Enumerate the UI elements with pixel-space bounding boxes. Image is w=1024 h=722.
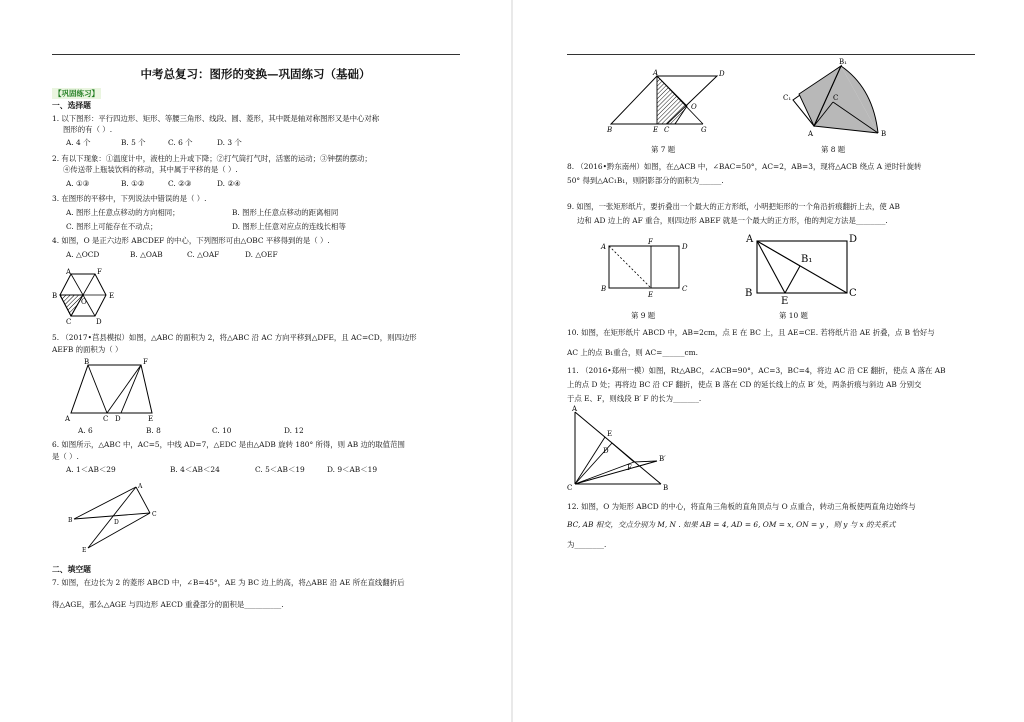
q5-label-f: F: [143, 358, 148, 366]
fig9-label-b: B: [601, 285, 607, 293]
header-rule: [52, 54, 460, 55]
hex-label-c: C: [66, 318, 72, 326]
caption-q10: 第 10 题: [779, 311, 808, 320]
hex-label-e: E: [109, 292, 115, 300]
fig9-label-f: F: [648, 238, 653, 246]
fig7-label-e: E: [653, 126, 659, 134]
q1-option-a: A. 4 个: [66, 138, 91, 147]
fig9-label-c: C: [682, 285, 688, 293]
q4-option-c: C. △OAF: [187, 250, 220, 259]
q11-text-cont: 上的点 D 处；再将边 BC 沿 CF 翻折，使点 B 落在 CD 的延长线上的点 B′ 处，两条折痕与斜边 AB 分别交: [567, 380, 922, 389]
fig9-rectangle: [599, 236, 693, 298]
fig11-label-d: D: [603, 447, 609, 455]
hex-label-a: A: [66, 268, 72, 276]
q2-option-c: C. ②③: [168, 179, 192, 188]
q10-text-cont: AC 上的点 B₁重合，则 AC=______cm.: [567, 348, 699, 357]
q5-text: 5. （2017•莒县模拟）如图，△ABC 的面积为 2，将△ABC 沿 AC 方向平移到△DFE，且 AC=CD，则四边形: [52, 333, 417, 342]
fig11-triangle: [565, 404, 675, 492]
q6-label-a: A: [138, 483, 143, 490]
right-page: [513, 0, 1024, 722]
q6-option-a: A. 1＜AB＜29: [66, 465, 116, 474]
fig9-label-e: E: [648, 291, 654, 299]
q5-label-c: C: [103, 415, 109, 423]
fig10-label-b: B: [745, 288, 753, 299]
header-rule: [567, 54, 975, 55]
q2-text: 2. 有以下现象：①温度计中，液柱的上升或下降；②打气筒打气时，活塞的运动；③钟摆的摆动；: [52, 154, 372, 163]
q5-option-c: C. 10: [212, 426, 232, 435]
q3-text: 3. 在图形的平移中，下列说法中错误的是（ ）.: [52, 194, 207, 203]
hex-label-b: B: [52, 292, 58, 300]
q5-option-b: B. 8: [146, 426, 161, 435]
q6-label-d: D: [114, 519, 119, 526]
caption-q9: 第 9 题: [631, 311, 656, 320]
q6-text-cont: 是（ ）.: [52, 452, 79, 461]
q11-text-cont2: 于点 E、F，则线段 B′ F 的长为_______.: [567, 394, 702, 403]
q6-label-b: B: [68, 517, 73, 524]
q7-text: 7. 如图，在边长为 2 的菱形 ABCD 中，∠B=45°，AE 为 BC 边上的高，将△ABE 沿 AE 所在直线翻折后: [52, 578, 405, 587]
q6-option-b: B. 4＜AB＜24: [170, 465, 220, 474]
fig7-label-o: O: [691, 103, 697, 111]
caption-q8: 第 8 题: [821, 145, 846, 154]
q5-label-a: A: [65, 415, 71, 423]
fig9-label-a: A: [601, 243, 607, 251]
hex-label-o: O: [81, 298, 87, 306]
fig7-label-c: C: [664, 126, 670, 134]
q2-option-a: A. ①③: [66, 179, 90, 188]
q1-option-c: C. 6 个: [168, 138, 193, 147]
q3-option-d: D. 图形上任意对应点的连线长相等: [232, 222, 346, 231]
q6-figure: [68, 480, 158, 556]
q5-figure: [64, 356, 164, 422]
q7-text-cont: 得△AGE，那么△AGE 与四边形 AECD 重叠部分的面积是__________.: [52, 600, 284, 609]
fig10-rectangle: [741, 232, 871, 306]
fig10-label-b1: B₁: [801, 254, 813, 265]
q6-text: 6. 如图所示，△ABC 中，AC=5，中线 AD=7，△EDC 是由△ADB 旋转 180° 所得，则 AB 边的取值范围: [52, 440, 405, 449]
q9-text: 9. 如图，一张矩形纸片，要折叠出一个最大的正方形纸，小明把矩形的一个角沿折痕翻折上去，使 AB: [567, 202, 900, 211]
hex-label-f: F: [97, 268, 102, 276]
fig11-label-bprime: B′: [659, 455, 666, 463]
fig7-label-a: A: [653, 69, 659, 77]
fig11-label-c: C: [567, 484, 573, 492]
q5-text-cont: AEFB 的面积为（ ）: [52, 345, 123, 354]
q8-text: 8. （2016•黔东南州）如图，在△ACB 中，∠BAC=50°，AC=2，AB=3，现将△ACB 绕点 A 逆时针旋转: [567, 162, 922, 171]
q12-text-cont: BC, AB 相交，交点分别为 M, N . 如果 AB = 4, AD = 6, OM = x, ON = y ，则 y 与 x 的关系式: [567, 520, 896, 529]
q8-text-cont: 50° 得到△AC₁B₁，则阴影部分的面积为______.: [567, 176, 724, 185]
q3-option-a: A. 图形上任意点移动的方向相同；: [66, 208, 180, 217]
q5-label-d: D: [115, 415, 121, 423]
fig10-label-a: A: [746, 234, 754, 245]
fig11-label-e: E: [607, 430, 613, 438]
q4-option-b: B. △OAB: [130, 250, 163, 259]
q5-option-a: A. 6: [78, 426, 93, 435]
q6-option-c: C. 5＜AB＜19: [255, 465, 305, 474]
q10-text: 10. 如图，在矩形纸片 ABCD 中，AB=2cm，点 E 在 BC 上，且 AE=CE. 若将纸片沿 AE 折叠，点 B 恰好与: [567, 328, 935, 337]
q1-text: 1. 以下图形：平行四边形、矩形、等腰三角形、线段、圆、菱形，其中既是轴对称图形又是中心对称: [52, 114, 380, 123]
q4-text: 4. 如图，O 是正六边形 ABCDEF 的中心，下列图形可由△OBC 平移得到的是（ ）.: [52, 236, 330, 245]
fig8-label-c1: C₁: [783, 94, 792, 102]
fig7-label-g: G: [701, 126, 707, 134]
q5-option-d: D. 12: [284, 426, 304, 435]
fig11-label-f: F: [627, 464, 632, 472]
fig8-label-b: B: [881, 130, 887, 138]
q12-text-cont2: 为________.: [567, 540, 607, 549]
q1-text-cont: 图形的有（ ）.: [63, 125, 113, 134]
hexagon-figure: [48, 266, 128, 328]
fig10-label-e: E: [781, 296, 789, 307]
fig8-label-c: C: [833, 94, 839, 102]
section-heading-fill: 二、填空题: [52, 565, 91, 574]
fig7-label-b: B: [607, 126, 613, 134]
q9-text-cont: 边和 AD 边上的 AF 重合，则四边形 ABEF 就是一个最大的正方形，他的判定方法是________.: [577, 216, 888, 225]
fig7-label-d: D: [719, 70, 725, 78]
q11-text: 11. （2016•郑州一模）如图，Rt△ABC，∠ACB=90°，AC=3，BC=4，将边 AC 沿 CE 翻折，使点 A 落在 AB: [567, 366, 946, 375]
page-title: 中考总复习：图形的变换—巩固练习（基础）: [140, 67, 371, 81]
q2-text-cont: ④传送带上瓶装饮料的移动，其中属于平移的是（ ）.: [63, 165, 238, 174]
fig11-label-a: A: [572, 405, 578, 413]
fig10-label-d: D: [849, 234, 858, 245]
fig8-label-b1: B₁: [839, 58, 847, 66]
q6-label-e: E: [82, 547, 87, 554]
section-heading-choice: 一、选择题: [52, 101, 91, 110]
q3-option-b: B. 图形上任意点移动的距离相同: [232, 208, 339, 217]
fig9-label-d: D: [682, 243, 688, 251]
q5-label-e: E: [148, 415, 154, 423]
q6-option-d: D. 9＜AB＜19: [327, 465, 378, 474]
fig7-rhombus: [607, 68, 727, 134]
hex-label-d: D: [96, 318, 102, 326]
section-tag: 【巩固练习】: [54, 89, 99, 98]
fig10-label-c: C: [849, 288, 857, 299]
q12-text: 12. 如图，O 为矩形 ABCD 的中心，将直角三角板的直角顶点与 O 点重合，转动三角板使两直角边始终与: [567, 502, 916, 511]
q6-label-c: C: [152, 511, 157, 518]
fig8-rotation: [779, 58, 889, 138]
q5-label-b: B: [84, 358, 90, 366]
q1-option-b: B. 5 个: [121, 138, 146, 147]
q4-option-a: A. △OCD: [66, 250, 100, 259]
q3-option-c: C. 图形上可能存在不动点；: [66, 222, 158, 231]
q1-option-d: D. 3 个: [217, 138, 242, 147]
q4-option-d: D. △OEF: [245, 250, 278, 259]
q2-option-b: B. ①②: [121, 179, 145, 188]
caption-q7: 第 7 题: [651, 145, 676, 154]
fig8-label-a: A: [808, 130, 814, 138]
fig11-label-b: B: [663, 484, 669, 492]
left-page: [0, 0, 511, 722]
q2-option-d: D. ②④: [217, 179, 241, 188]
